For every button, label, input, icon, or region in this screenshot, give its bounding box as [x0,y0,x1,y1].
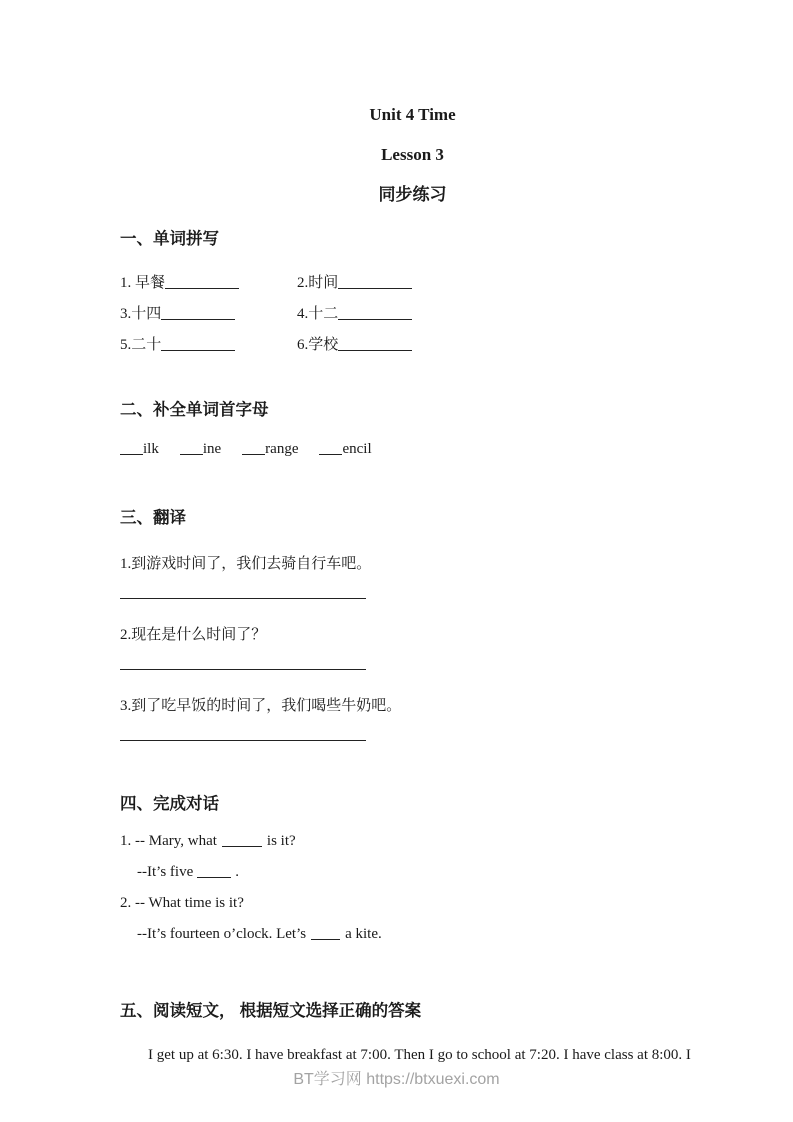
spelling-label: 5.二十 [120,337,162,353]
spelling-item [120,335,297,355]
spelling-label: 4.十二 [297,306,339,322]
section3-heading: 三、翻译 [120,508,186,527]
initial-item [319,439,371,459]
worksheet-content [120,104,705,1065]
section2 [120,399,705,459]
fill-blank [311,926,340,940]
spelling-item [297,273,412,293]
dialog-text: 1. -- Mary, what [120,833,217,849]
word-suffix: range [265,441,299,457]
answer-blank [161,337,235,351]
dialog-text: --It’s fourteen o’clock. Let’s [137,926,307,942]
dialog-text: . [235,864,239,880]
reading-passage: I get up at 6:30. I have breakfast at 7:00. Then I go to school at 7:20. I have class at 8:00. I [148,1047,691,1063]
initial-item [242,439,298,459]
spelling-label: 3.十四 [120,306,162,322]
answer-line [120,645,366,670]
spelling-label: 6.学校 [297,337,339,353]
answer-blank [120,441,143,455]
initial-item [180,439,221,459]
section5 [120,1000,705,1065]
initial-item [120,439,159,459]
dialog-text: is it? [266,833,296,849]
spelling-label: 2.时间 [297,275,339,291]
translation-item: 1.到游戏时间了，我们去骑自行车吧。 [120,556,372,572]
section4-heading: 四、完成对话 [120,794,219,813]
answer-blank [338,275,412,289]
dialog-line [120,924,705,944]
section4 [120,793,705,944]
answer-blank [319,441,342,455]
answer-line [120,716,366,741]
initials-row [120,439,705,459]
section3 [120,507,705,741]
dialog-line [120,893,705,913]
lesson-title: Lesson 3 [381,145,444,164]
section1-heading: 一、单词拼写 [120,229,219,248]
spelling-item [297,304,412,324]
answer-blank [338,306,412,320]
fill-blank [197,864,231,878]
word-suffix: ilk [143,441,159,457]
answer-blank [165,275,239,289]
spelling-item [297,335,412,355]
dialog-text: a kite. [345,926,382,942]
answer-blank [338,337,412,351]
word-suffix: ine [202,441,222,457]
answer-blank [242,441,265,455]
translation-item: 3.到了吃早饭的时间了，我们喝些牛奶吧。 [120,698,402,714]
section2-heading: 二、补全单词首字母 [120,400,269,419]
spelling-item [120,304,297,324]
answer-line [120,574,366,599]
spelling-label: 1. 早餐 [120,275,166,291]
answer-blank [180,441,203,455]
unit-title: Unit 4 Time [369,105,456,124]
translation-item: 2.现在是什么时间了？ [120,627,267,643]
spelling-item [120,273,297,293]
answer-blank [161,306,235,320]
subtitle: 同步练习 [378,185,447,204]
dialog-line [120,862,705,882]
section5-heading: 五、阅读短文， 根据短文选择正确的答案 [120,1001,422,1020]
spelling-grid [120,273,705,355]
dialog-text: 2. -- What time is it? [120,895,244,911]
dialog-line [120,831,705,851]
dialog-text: --It’s five [137,864,194,880]
dialog-lines [120,831,705,944]
site-watermark: BT学习网 https://btxuexi.com [293,1071,500,1088]
fill-blank [222,833,262,847]
word-suffix: encil [342,441,372,457]
